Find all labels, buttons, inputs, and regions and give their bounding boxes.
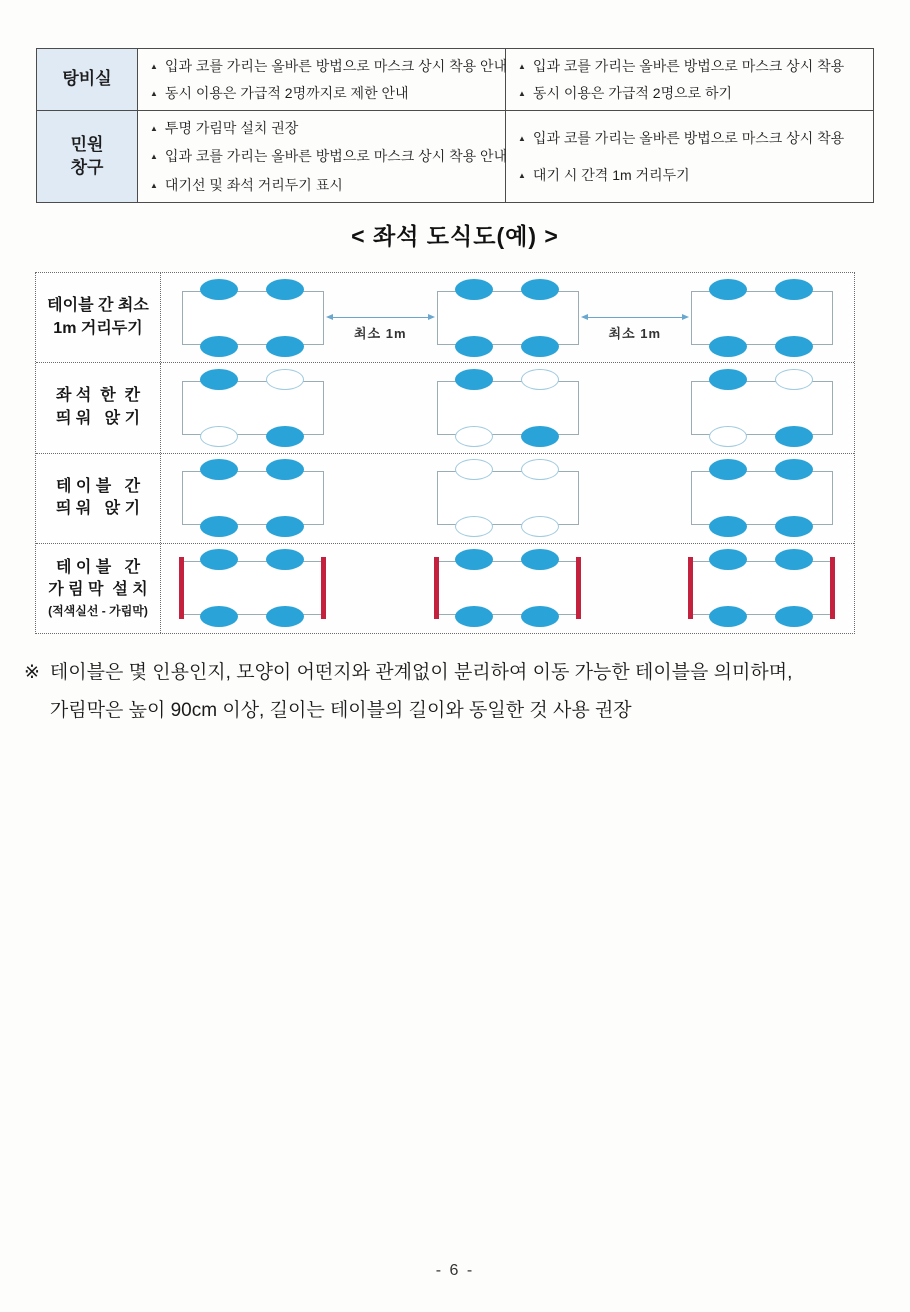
diagram-row-label xyxy=(36,454,161,543)
bullet-item xyxy=(518,127,865,149)
table-shape xyxy=(182,291,324,345)
occupied-seat-icon xyxy=(709,516,747,537)
empty-seat-icon xyxy=(455,516,493,537)
table-shape xyxy=(437,381,579,435)
partition-bar-icon xyxy=(688,557,693,619)
empty-seat-icon xyxy=(521,459,559,480)
empty-seat-icon xyxy=(200,426,238,447)
triangle-bullet-icon: ▲ xyxy=(518,134,526,144)
triangle-bullet-icon: ▲ xyxy=(150,62,158,72)
occupied-seat-icon xyxy=(521,426,559,447)
diagram-label-line: 테 이 블 간 xyxy=(55,477,141,495)
diagram-label-line: 테 이 블 간 xyxy=(55,559,141,577)
triangle-bullet-icon: ▲ xyxy=(150,180,158,190)
table-with-chairs xyxy=(437,369,579,447)
bullet-text: 입과 코를 가리는 올바른 방법으로 마스크 상시 착용 xyxy=(532,58,845,75)
diagram-row-canvas xyxy=(161,363,854,452)
table-shape xyxy=(182,471,324,525)
bullet-text: 투명 가림막 설치 권장 xyxy=(164,120,299,136)
occupied-seat-icon xyxy=(266,426,304,447)
occupied-seat-icon xyxy=(775,459,813,480)
footnote-line: 테이블은 몇 인용인지, 모양이 어떤지와 관계없이 분리하여 이동 가능한 테이블을 의미하며, xyxy=(49,662,793,683)
distance-arrow-label: 최소 1m xyxy=(353,325,407,341)
bullet-item xyxy=(150,174,497,196)
table-shape xyxy=(691,561,833,615)
row-header-label: 창구 xyxy=(70,157,104,177)
diagram-label-line: 좌 석 한 칸 xyxy=(55,387,141,405)
bullet-text: 대기 시 간격 1m 거리두기 xyxy=(532,166,690,183)
bullet-item xyxy=(518,164,865,186)
civil-guide-cell xyxy=(138,111,506,203)
diagram-title: < 좌석 도식도(예) > xyxy=(351,223,559,249)
pantry-practice-cell xyxy=(506,49,874,111)
occupied-seat-icon xyxy=(521,336,559,357)
bullet-text: 입과 코를 가리는 올바른 방법으로 마스크 상시 착용 xyxy=(532,130,845,147)
table-with-chairs xyxy=(182,459,324,537)
footnote-line: 가림막은 높이 90cm 이상, 길이는 테이블의 길이와 동일한 것 사용 권장 xyxy=(49,700,632,721)
bullet-item xyxy=(150,55,508,77)
partition-bar-icon xyxy=(179,557,184,619)
arrow-line xyxy=(328,317,433,318)
arrow-line xyxy=(583,317,688,318)
occupied-seat-icon xyxy=(266,606,304,627)
distance-arrow xyxy=(580,279,691,357)
diagram-row-label xyxy=(36,544,161,633)
arrow-head-right-icon xyxy=(428,314,435,320)
triangle-bullet-icon: ▲ xyxy=(150,124,158,133)
table-row xyxy=(37,111,874,203)
row-header-label: 탕비실 xyxy=(62,69,112,89)
diagram-row-label xyxy=(36,273,161,362)
occupied-seat-icon xyxy=(266,336,304,357)
diagram-row xyxy=(36,453,854,543)
diagram-label-subnote: (적색실선 - 가림막) xyxy=(48,603,148,618)
occupied-seat-icon xyxy=(455,279,493,300)
pantry-guide-cell xyxy=(138,49,506,111)
occupied-seat-icon xyxy=(266,459,304,480)
table-with-chairs xyxy=(437,459,579,537)
page-number: - 6 - xyxy=(435,1262,475,1279)
occupied-seat-icon xyxy=(775,606,813,627)
diagram-row xyxy=(36,362,854,452)
row-header-label: 민원 xyxy=(70,135,104,155)
occupied-seat-icon xyxy=(775,426,813,447)
empty-seat-icon xyxy=(521,369,559,390)
diagram-label-line: 가 림 막 설 치 xyxy=(48,581,148,599)
triangle-bullet-icon: ▲ xyxy=(518,170,526,180)
occupied-seat-icon xyxy=(200,279,238,300)
triangle-bullet-icon: ▲ xyxy=(150,88,158,98)
occupied-seat-icon xyxy=(455,606,493,627)
partition-bar-icon xyxy=(321,557,326,619)
diagram-label-line: 테이블 간 최소 xyxy=(47,297,149,315)
reference-mark-icon: ※ xyxy=(24,662,40,683)
bullet-text: 동시 이용은 가급적 2명으로 하기 xyxy=(532,84,733,101)
occupied-seat-icon xyxy=(200,369,238,390)
civil-practice-cell xyxy=(506,111,874,203)
occupied-seat-icon xyxy=(775,336,813,357)
triangle-bullet-icon: ▲ xyxy=(150,152,158,162)
diagram-label-line: 띄 워 앉 기 xyxy=(55,409,141,427)
row-header-civil-service xyxy=(37,111,138,203)
bullet-item xyxy=(518,82,865,104)
occupied-seat-icon xyxy=(266,516,304,537)
row-header-pantry xyxy=(37,49,138,111)
distance-arrow xyxy=(325,279,436,357)
guidance-table xyxy=(36,48,874,203)
occupied-seat-icon xyxy=(709,279,747,300)
diagram-row xyxy=(36,273,854,362)
occupied-seat-icon xyxy=(709,459,747,480)
table-with-chairs xyxy=(691,549,833,627)
table-shape xyxy=(437,291,579,345)
bullet-item xyxy=(518,55,865,77)
distance-arrow-label: 최소 1m xyxy=(608,325,662,341)
table-with-chairs xyxy=(691,369,833,447)
occupied-seat-icon xyxy=(266,279,304,300)
empty-seat-icon xyxy=(775,369,813,390)
occupied-seat-icon xyxy=(521,606,559,627)
bullet-text: 입과 코를 가리는 올바른 방법으로 마스크 상시 착용 안내 xyxy=(164,148,508,165)
table-with-chairs xyxy=(691,279,833,357)
partition-bar-icon xyxy=(576,557,581,619)
table-shape xyxy=(437,471,579,525)
table-shape xyxy=(437,561,579,615)
occupied-seat-icon xyxy=(455,336,493,357)
diagram-label-line: 띄 워 앉 기 xyxy=(55,500,141,518)
bullet-item xyxy=(150,145,508,167)
arrow-head-right-icon xyxy=(682,314,689,320)
arrow-head-left-icon xyxy=(326,314,333,320)
empty-seat-icon xyxy=(266,369,304,390)
table-with-chairs xyxy=(437,549,579,627)
occupied-seat-icon xyxy=(521,279,559,300)
occupied-seat-icon xyxy=(521,549,559,570)
occupied-seat-icon xyxy=(709,336,747,357)
bullet-item xyxy=(150,82,497,104)
table-with-chairs xyxy=(182,369,324,447)
triangle-bullet-icon: ▲ xyxy=(518,88,526,98)
occupied-seat-icon xyxy=(200,516,238,537)
partition-bar-icon xyxy=(434,557,439,619)
empty-seat-icon xyxy=(455,459,493,480)
table-shape xyxy=(691,381,833,435)
table-with-chairs xyxy=(691,459,833,537)
occupied-seat-icon xyxy=(200,336,238,357)
triangle-bullet-icon: ▲ xyxy=(518,62,526,72)
bullet-text: 입과 코를 가리는 올바른 방법으로 마스크 상시 착용 안내 xyxy=(164,58,508,75)
table-with-chairs xyxy=(182,549,324,627)
diagram-row xyxy=(36,543,854,633)
partition-bar-icon xyxy=(830,557,835,619)
table-with-chairs xyxy=(437,279,579,357)
diagram-label-line: 1m 거리두기 xyxy=(53,319,143,337)
empty-seat-icon xyxy=(455,426,493,447)
empty-seat-icon xyxy=(709,426,747,447)
occupied-seat-icon xyxy=(200,459,238,480)
occupied-seat-icon xyxy=(775,279,813,300)
table-shape xyxy=(182,561,324,615)
seating-diagram-table xyxy=(35,272,855,634)
diagram-row-label xyxy=(36,363,161,452)
table-shape xyxy=(691,471,833,525)
empty-seat-icon xyxy=(521,516,559,537)
diagram-row-canvas xyxy=(161,273,854,362)
footnote xyxy=(24,654,888,730)
bullet-text: 대기선 및 좌석 거리두기 표시 xyxy=(164,176,343,193)
occupied-seat-icon xyxy=(775,516,813,537)
occupied-seat-icon xyxy=(455,369,493,390)
table-shape xyxy=(182,381,324,435)
bullet-item xyxy=(150,117,497,139)
table-row xyxy=(37,49,874,111)
occupied-seat-icon xyxy=(709,606,747,627)
occupied-seat-icon xyxy=(709,369,747,390)
bullet-text: 동시 이용은 가급적 2명까지로 제한 안내 xyxy=(164,84,409,101)
diagram-row-canvas xyxy=(161,454,854,543)
diagram-row-canvas xyxy=(161,544,854,633)
table-shape xyxy=(691,291,833,345)
occupied-seat-icon xyxy=(455,549,493,570)
occupied-seat-icon xyxy=(200,606,238,627)
arrow-head-left-icon xyxy=(581,314,588,320)
table-with-chairs xyxy=(182,279,324,357)
